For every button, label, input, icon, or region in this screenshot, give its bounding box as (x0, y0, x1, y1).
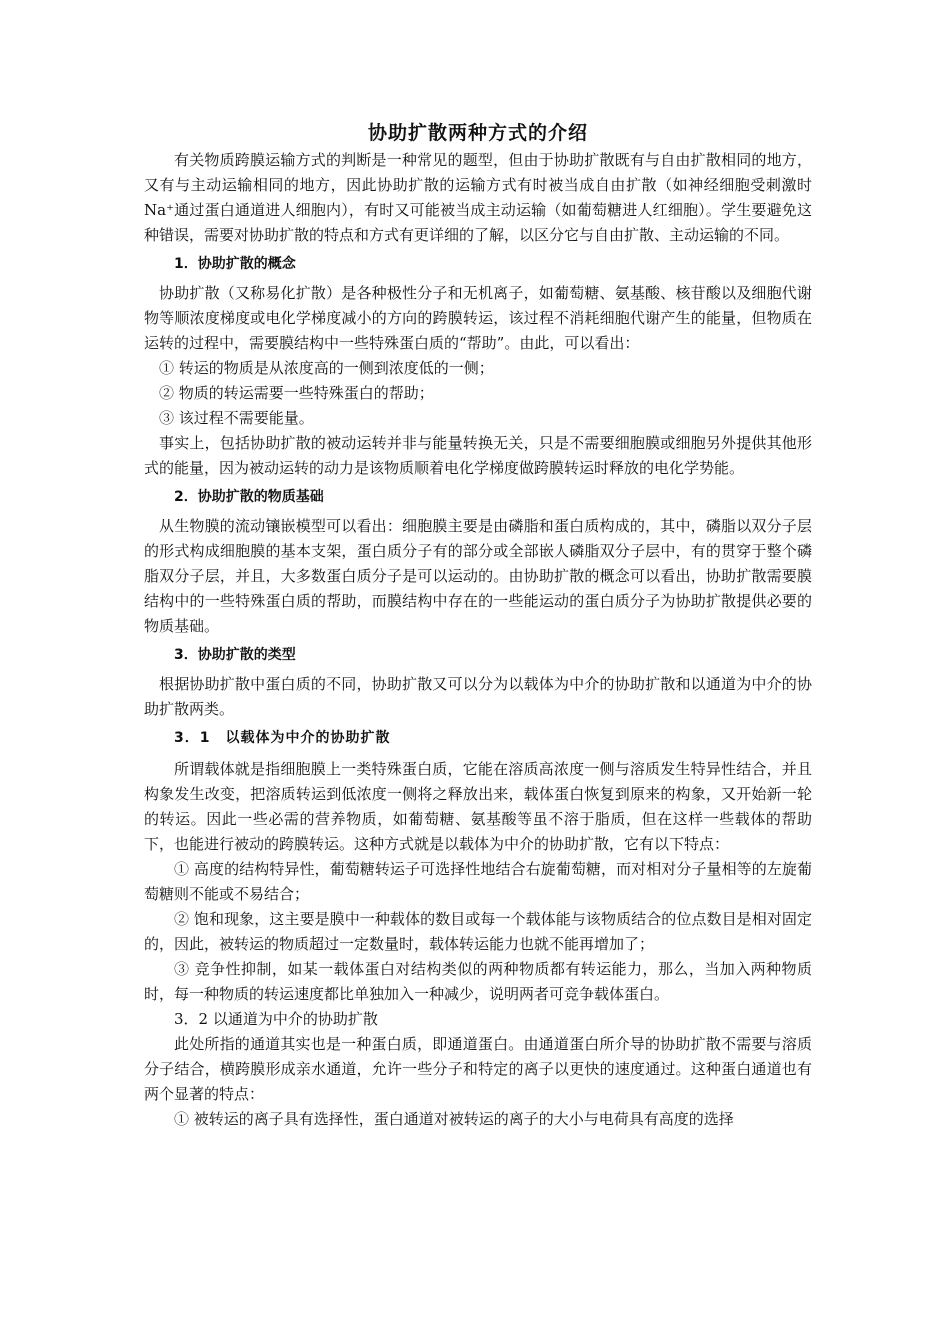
document-title: 协助扩散两种方式的介绍 (367, 122, 588, 144)
section-3-2-paragraph: 此处所指的通道其实也是一种蛋白质，即通道蛋白。由通道蛋白所介导的协助扩散不需要与溶质分子结合，横跨膜形成亲水通道，允许一些分子和特定的离子以更快的速度通过。这种蛋白通道也有两个显著的特点： (144, 1035, 812, 1103)
document-page (144, 120, 812, 1132)
section-3-1-point-2: ② 饱和现象，这主要是膜中一种载体的数目或每一个载体能与该物质结合的位点数目是相对固定的，因此，被转运的物质超过一定数量时，载体转运能力也就不能再增加了； (144, 910, 812, 953)
section-1-paragraph: 协助扩散（又称易化扩散）是各种极性分子和无机离子，如葡萄糖、氨基酸、核苷酸以及细胞代谢物等顺浓度梯度或电化学梯度减小的方向的跨膜转运，该过程不消耗细胞代谢产生的能量，但物质在运转的过程中，需要膜结构中一些特殊蛋白质的“帮助”。由此，可以看出： (144, 284, 812, 352)
section-3-1-heading: 3．1 以载体为中介的协助扩散 (174, 730, 391, 746)
section-1-point-1: ① 转运的物质是从浓度高的一侧到浓度低的一侧； (159, 359, 494, 377)
section-3-paragraph: 根据协助扩散中蛋白质的不同，协助扩散又可以分为以载体为中介的协助扩散和以通道为中介的协助扩散两类。 (144, 675, 812, 718)
section-3-heading: 3．协助扩散的类型 (174, 647, 296, 663)
section-2-heading: 2．协助扩散的物质基础 (174, 489, 324, 505)
section-1-heading: 1．协助扩散的概念 (174, 256, 296, 272)
section-3-1-point-3: ③ 竞争性抑制，如某一载体蛋白对结构类似的两种物质都有转运能力，那么，当加入两种物质时，每一种物质的转运速度都比单独加入一种减少，说明两者可竞争载体蛋白。 (144, 960, 812, 1003)
section-1-point-2: ② 物质的转运需要一些特殊蛋白的帮助； (159, 384, 434, 402)
section-1-paragraph-2: 事实上，包括协助扩散的被动运转并非与能量转换无关，只是不需要细胞膜或细胞另外提供其他形式的能量，因为被动运转的动力是该物质顺着电化学梯度做跨膜转运时释放的电化学势能。 (144, 434, 812, 477)
section-3-2-point-1: ① 被转运的离子具有选择性，蛋白通道对被转运的离子的大小与电荷具有高度的选择 (174, 1110, 734, 1128)
section-3-1-paragraph: 所谓载体就是指细胞膜上一类特殊蛋白质，它能在溶质高浓度一侧与溶质发生特异性结合，并且构象发生改变，把溶质转运到低浓度一侧将之释放出来，载体蛋白恢复到原来的构象，又开始新一轮的转运。因此一些必需的营养物质，如葡萄糖、氨基酸等虽不溶于脂质，但在这样一些载体的帮助下，也能进行被动的跨膜转运。这种方式就是以载体为中介的协助扩散，它有以下特点： (144, 760, 812, 853)
section-2-paragraph: 从生物膜的流动镶嵌模型可以看出：细胞膜主要是由磷脂和蛋白质构成的，其中，磷脂以双分子层的形式构成细胞膜的基本支架，蛋白质分子有的部分或全部嵌人磷脂双分子层中，有的贯穿于整个磷脂双分子层，并且，大多数蛋白质分子是可以运动的。由协助扩散的概念可以看出，协助扩散需要膜结构中的一些特殊蛋白质的帮助，而膜结构中存在的一些能运动的蛋白质分子为协助扩散提供必要的物质基础。 (144, 517, 812, 635)
section-1-point-3: ③ 该过程不需要能量。 (159, 409, 314, 427)
intro-paragraph: 有关物质跨膜运输方式的判断是一种常见的题型，但由于协助扩散既有与自由扩散相同的地方，又有与主动运输相同的地方，因此协助扩散的运输方式有时被当成自由扩散（如神经细胞受刺激时 Na⁺通过蛋白通道进人细胞内），有时又可能被当成主动运输（如葡萄糖进人红细胞）。学生要避免这种错误，需要对协助扩散的特点和方式有更详细的了解，以区分它与自由扩散、主动运输的不同。 (144, 151, 812, 244)
section-3-1-point-1: ① 高度的结构特异性，葡萄糖转运子可选择性地结合右旋葡萄糖，而对相对分子量相等的左旋葡萄糖则不能或不易结合； (144, 860, 812, 903)
section-3-2-heading: 3．2 以通道为中介的协助扩散 (174, 1010, 378, 1028)
